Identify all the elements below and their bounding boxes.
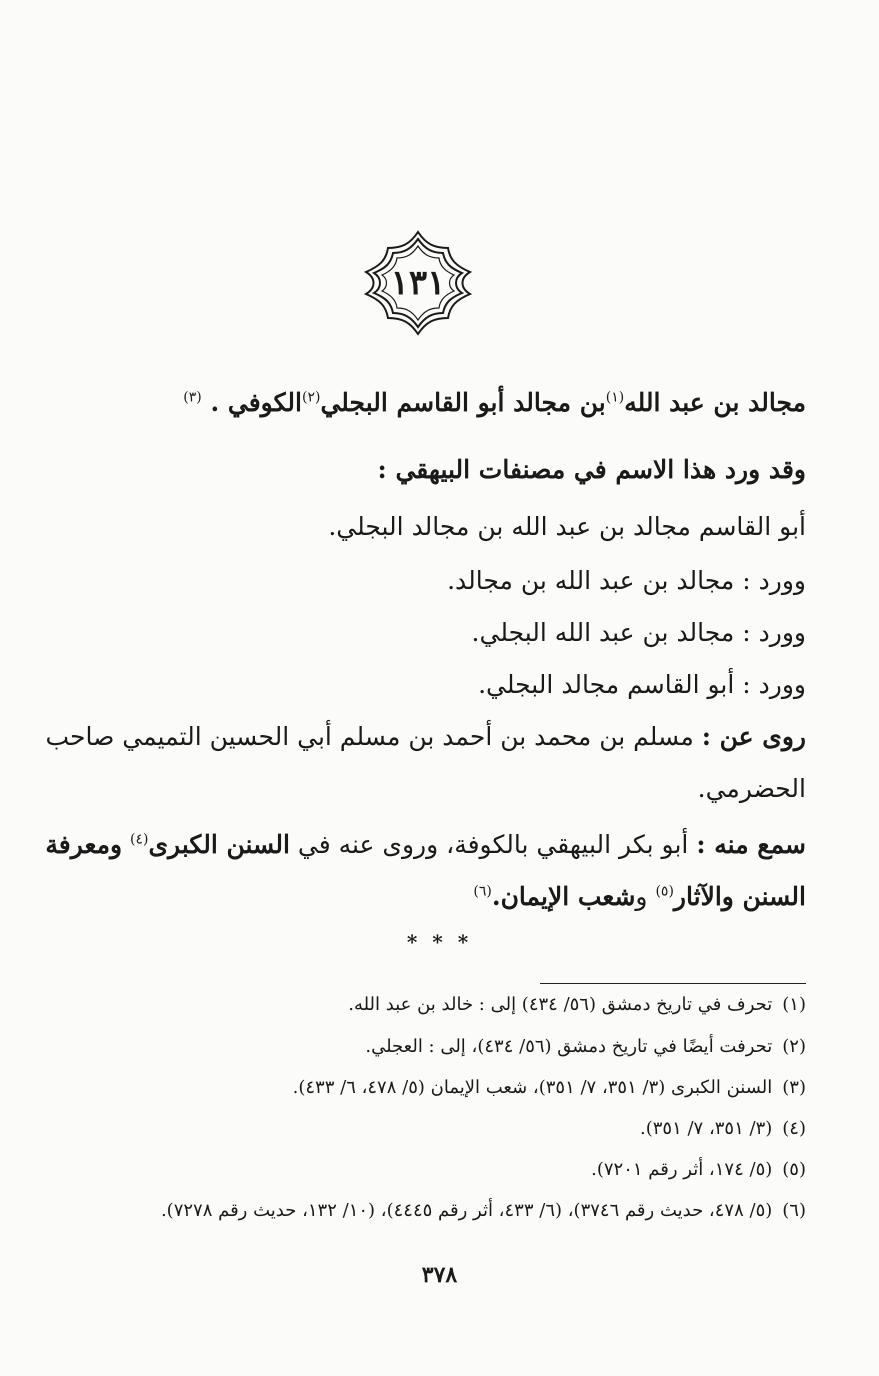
narrated-from-line: [40, 722, 806, 751]
footnote-text: تحرفت أيضًا في تاريخ دمشق (٥٦/ ٤٣٤)، إلى : العجلي.: [365, 1036, 773, 1057]
footnote-text: تحرف في تاريخ دمشق (٥٦/ ٤٣٤) إلى : خالد بن عبد الله.: [348, 994, 773, 1015]
footnote-number: (٢): [782, 1036, 806, 1057]
footnote-marker-1: (١): [605, 389, 625, 406]
book-title: السنن الكبرى: [148, 830, 290, 859]
footnote-number: (٣): [782, 1077, 806, 1098]
heard-from-text: أبو بكر البيهقي بالكوفة، وروى عنه في: [297, 830, 689, 859]
heading-part-2: بن مجالد أبو القاسم البجلي: [320, 388, 606, 417]
footnote-number: (٥): [782, 1159, 806, 1180]
footnote-text: (٣/ ٣٥١، ٧/ ٣٥١).: [639, 1118, 773, 1139]
footnote-number: (٦): [782, 1200, 806, 1221]
footnote: [40, 994, 806, 1015]
book-title: السنن والآثار: [673, 882, 806, 911]
heard-from-line: [40, 830, 806, 859]
heard-from-line-2: [40, 882, 806, 911]
heading-part-3: الكوفي .: [210, 388, 302, 417]
narrated-from-label: روى عن :: [701, 722, 806, 751]
entry-number-ornament: [360, 228, 476, 338]
footnote-marker-3: (٣): [183, 389, 202, 406]
footnote-marker-4: (٤): [130, 831, 149, 848]
footnote-marker-2: (٢): [301, 389, 321, 406]
footnote-text: (٥/ ٤٧٨، حديث رقم ٣٧٤٦)، (٦/ ٤٣٣، أثر رقم ٤٤٤٥)، (١٠/ ١٣٢، حديث رقم ٧٢٧٨).: [160, 1200, 773, 1221]
footnote-text: السنن الكبرى (٣/ ٣٥١، ٧/ ٣٥١)، شعب الإيمان (٥/ ٤٧٨، ٦/ ٤٣٣).: [292, 1077, 773, 1098]
footnote-text: (٥/ ١٧٤، أثر رقم ٧٢٠١).: [591, 1159, 773, 1180]
variant-line: أبو القاسم مجالد بن عبد الله بن مجالد البجلي.: [328, 512, 806, 541]
book-title: ومعرفة: [45, 830, 123, 859]
conjunction: و: [635, 882, 648, 911]
footnote: [40, 1118, 806, 1139]
entry-number: ١٣١: [390, 263, 446, 303]
section-separator: * * *: [406, 930, 473, 954]
footnote: [40, 1077, 806, 1098]
footnote-number: (٤): [782, 1118, 806, 1139]
footnote-marker-5: (٥): [655, 883, 674, 900]
variant-line: وورد : مجالد بن عبد الله بن مجالد.: [447, 566, 806, 595]
footnote-number: (١): [782, 994, 806, 1015]
heard-from-label: سمع منه :: [696, 830, 806, 859]
entry-heading: [40, 388, 806, 417]
footnote-divider: [540, 983, 806, 984]
intro-line: وقد ورد هذا الاسم في مصنفات البيهقي :: [377, 455, 806, 484]
book-title: شعب الإيمان.: [491, 882, 636, 911]
variant-line: وورد : مجالد بن عبد الله البجلي.: [471, 618, 806, 647]
variant-line: وورد : أبو القاسم مجالد البجلي.: [478, 670, 806, 699]
narrated-from-line-2: الحضرمي.: [697, 774, 806, 803]
footnote: [40, 1036, 806, 1057]
footnote-marker-6: (٦): [473, 883, 492, 900]
narrated-from-text: مسلم بن محمد بن أحمد بن مسلم أبي الحسين التميمي صاحب: [45, 722, 694, 751]
heading-part-1: مجالد بن عبد الله: [624, 388, 806, 417]
footnote: [40, 1159, 806, 1180]
page-number: ٣٧٨: [421, 1262, 458, 1288]
footnote: [40, 1200, 806, 1221]
